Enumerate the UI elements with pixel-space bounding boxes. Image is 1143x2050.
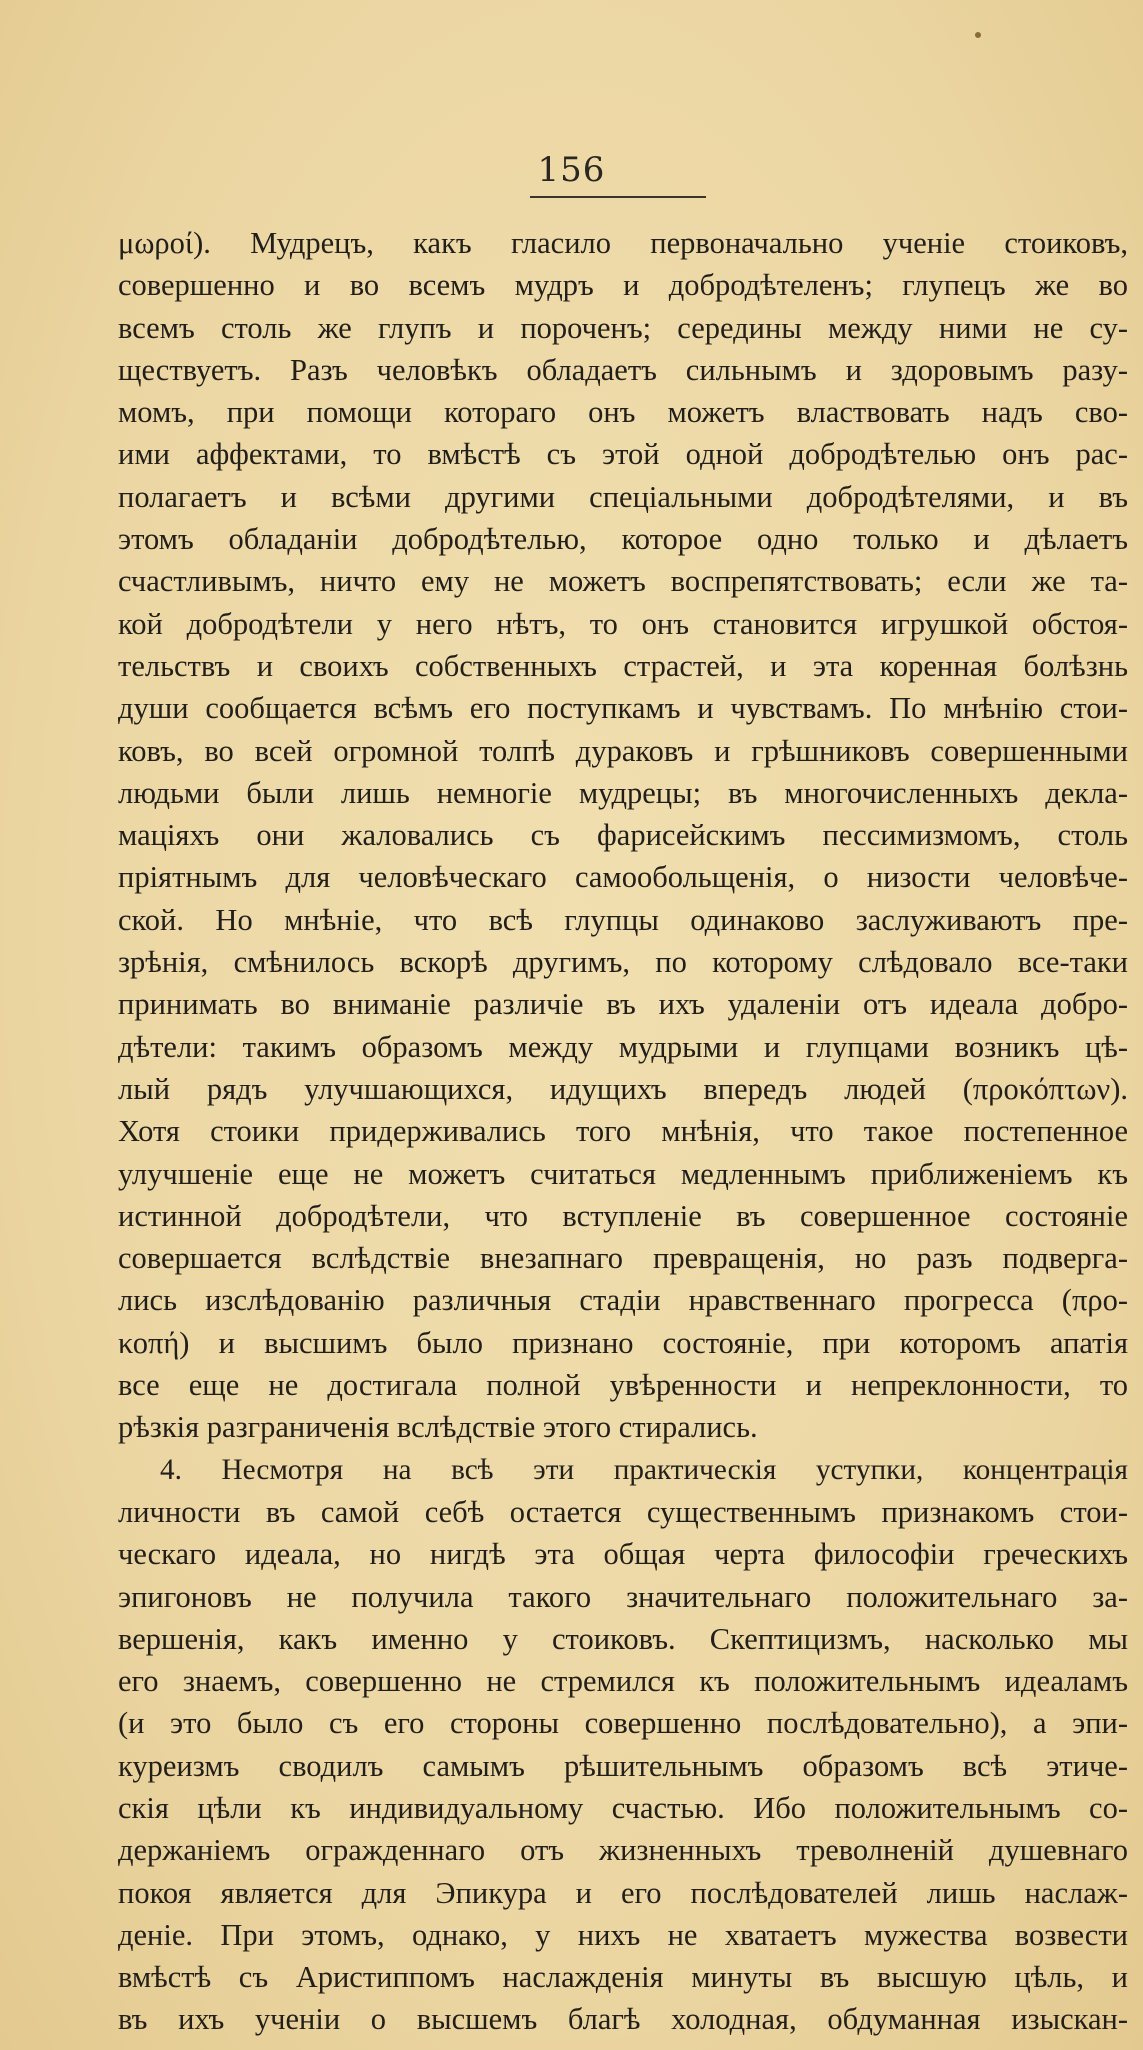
text-line: (и это было съ его стороны совершенно послѣдовательно), а эпи-	[118, 1706, 1128, 1741]
text-line: деніе. При этомъ, однако, у нихъ не хватаетъ мужества возвести	[118, 1917, 1128, 1952]
text-line: κοπή) и высшимъ было признано состояніе, при которомъ апатія	[118, 1325, 1128, 1360]
text-line: момъ, при помощи котораго онъ можетъ властвовать надъ сво-	[118, 395, 1128, 430]
text-line: совершенно и во всемъ мудръ и добродѣтеленъ; глупецъ же во	[118, 268, 1128, 303]
text-line: этомъ обладаніи добродѣтелью, которое одно только и дѣлаетъ	[118, 522, 1128, 557]
ink-speck	[975, 32, 981, 38]
page-number: 156	[537, 150, 606, 190]
text-line: счастливымъ, ничто ему не можетъ воспрепятствовать; если же та-	[118, 564, 1128, 599]
text-line: покоя является для Эпикура и его послѣдователей лишь наслаж-	[118, 1875, 1128, 1910]
text-line: личности въ самой себѣ остается существеннымъ признакомъ стои-	[118, 1494, 1128, 1529]
text-line: дѣтели: такимъ образомъ между мудрыми и глупцами возникъ цѣ-	[118, 1029, 1128, 1064]
text-line: ческаго идеала, но нигдѣ эта общая черта философіи греческихъ	[118, 1537, 1128, 1572]
text-line: ществуетъ. Разъ человѣкъ обладаетъ сильнымъ и здоровымъ разу-	[118, 352, 1128, 387]
text-line: истинной добродѣтели, что вступленіе въ совершенное состояніе	[118, 1198, 1128, 1233]
text-line: скія цѣли къ индивидуальному счастью. Ибо положительнымъ со-	[118, 1790, 1128, 1825]
text-line: его знаемъ, совершенно не стремился къ положительнымъ идеаламъ	[118, 1664, 1128, 1699]
text-line: людьми были лишь немногіе мудрецы; въ многочисленныхъ декла-	[118, 775, 1128, 810]
text-line: вершенія, какъ именно у стоиковъ. Скептицизмъ, насколько мы	[118, 1621, 1128, 1656]
text-line: лись изслѣдованію различныя стадіи нравственнаго прогресса (προ-	[118, 1283, 1128, 1318]
text-line: совершается вслѣдствіе внезапнаго превращенія, но разъ подверга-	[118, 1241, 1128, 1276]
text-line: ими аффектами, то вмѣстѣ съ этой одной добродѣтелью онъ рас-	[118, 437, 1128, 472]
text-line: μωροί). Мудрецъ, какъ гласило первоначально ученіе стоиковъ,	[118, 226, 1128, 260]
text-line: ковъ, во всей огромной толпѣ дураковъ и грѣшниковъ совершенными	[118, 733, 1128, 768]
text-line: всемъ столь же глупъ и пороченъ; середины между ними не су-	[118, 310, 1128, 345]
text-line: куреизмъ сводилъ самымъ рѣшительнымъ образомъ всѣ этиче-	[118, 1748, 1128, 1783]
paragraph-start-line: 4. Несмотря на всѣ эти практическія уступки, концентрація	[160, 1453, 1128, 1486]
text-line: полагаетъ и всѣми другими спеціальными добродѣтелями, и въ	[118, 479, 1128, 514]
paragraph-end-line: рѣзкія разграниченія вслѣдствіе этого стирались.	[118, 1410, 758, 1445]
text-line: вмѣстѣ съ Аристиппомъ наслажденія минуты въ высшую цѣль, и	[118, 1960, 1128, 1995]
text-line: пріятнымъ для человѣческаго самообольщенія, о низости человѣче-	[118, 860, 1128, 895]
text-line: въ ихъ ученіи о высшемъ благѣ холодная, обдуманная изыскан-	[118, 2002, 1128, 2037]
text-line: зрѣнія, смѣнилось вскорѣ другимъ, по которому слѣдовало все-таки	[118, 945, 1128, 980]
header-rule	[530, 196, 706, 198]
body-text	[118, 222, 1128, 2041]
text-line: души сообщается всѣмъ его поступкамъ и чувствамъ. По мнѣнію стои-	[118, 691, 1128, 726]
text-line: тельствъ и своихъ собственныхъ страстей, и эта коренная болѣзнь	[118, 648, 1128, 683]
text-line: кой добродѣтели у него нѣтъ, то онъ становится игрушкой обстоя-	[118, 606, 1128, 641]
text-line: маціяхъ они жаловались съ фарисейскимъ пессимизмомъ, столь	[118, 818, 1128, 853]
text-line: все еще не достигала полной увѣренности и непреклонности, то	[118, 1368, 1128, 1403]
text-line: эпигоновъ не получила такого значительнаго положительнаго за-	[118, 1579, 1128, 1614]
text-line: улучшеніе еще не можетъ считаться медленнымъ приближеніемъ къ	[118, 1156, 1128, 1191]
text-line: держаніемъ огражденнаго отъ жизненныхъ треволненій душевнаго	[118, 1833, 1128, 1868]
text-line: ской. Но мнѣніе, что всѣ глупцы одинаково заслуживаютъ пре-	[118, 902, 1128, 937]
text-line: Хотя стоики придерживались того мнѣнія, что такое постепенное	[118, 1114, 1128, 1149]
text-line: лый рядъ улучшающихся, идущихъ впередъ людей (προκόπτων).	[118, 1071, 1128, 1106]
text-line: принимать во вниманіе различіе въ ихъ удаленіи отъ идеала добро-	[118, 987, 1128, 1022]
